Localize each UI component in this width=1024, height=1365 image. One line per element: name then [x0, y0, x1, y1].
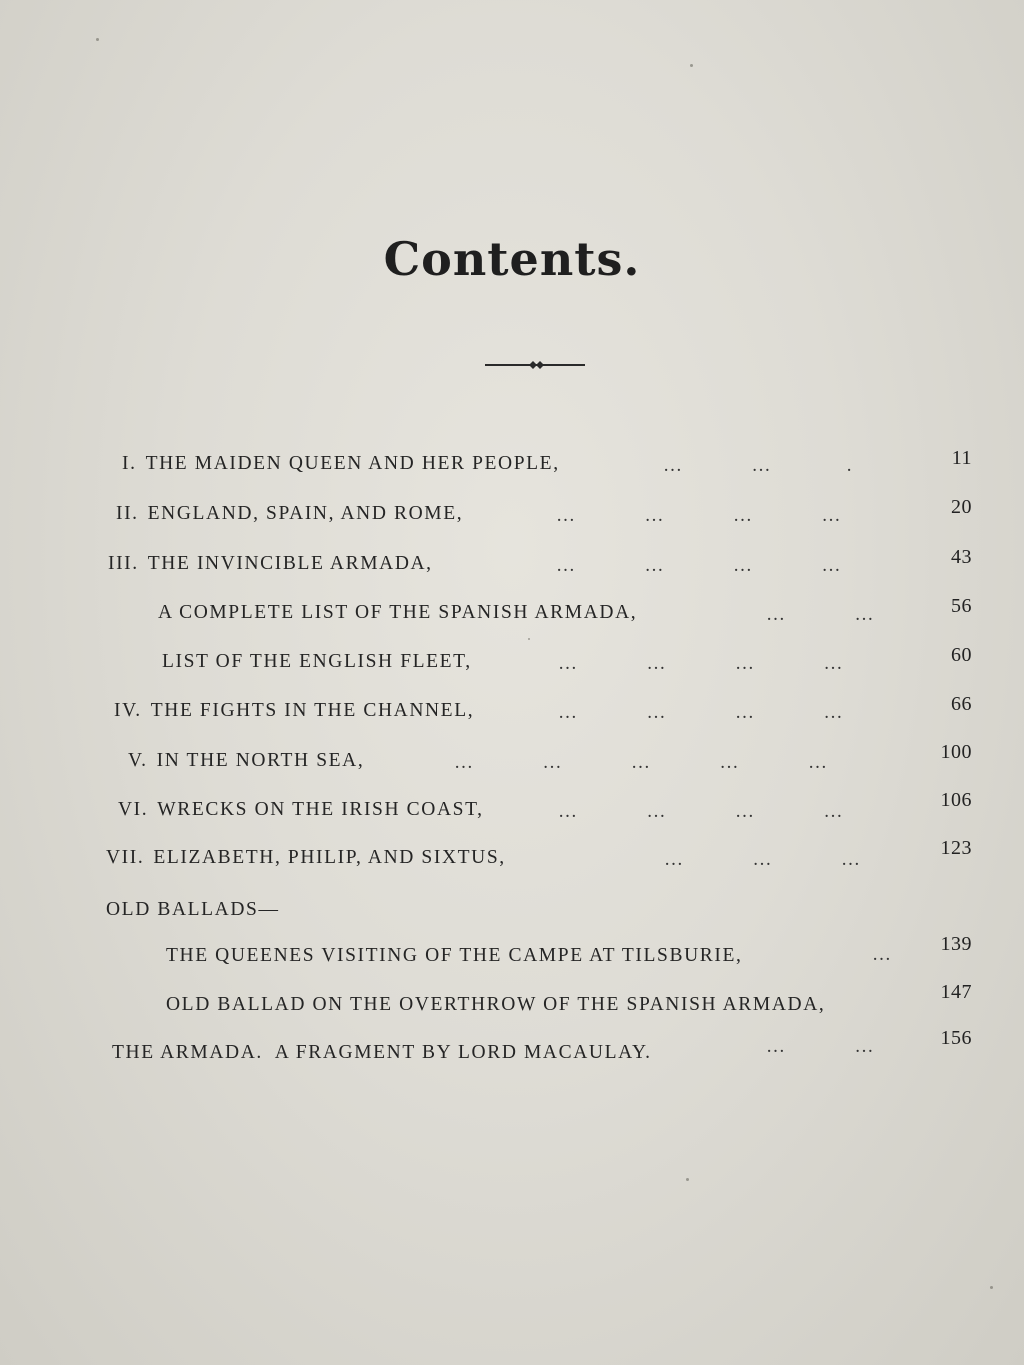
- leader-dots: …: [872, 944, 893, 965]
- chapter-title: WRECKS ON THE IRISH COAST,: [157, 799, 484, 820]
- page-number: 139: [940, 933, 972, 955]
- leader-dots: … …: [766, 604, 876, 625]
- page-number: 56: [951, 595, 972, 617]
- chapter-number: I.: [122, 453, 137, 474]
- section-title: A COMPLETE LIST OF THE SPANISH ARMADA,: [158, 602, 638, 623]
- paper-speck: [528, 638, 530, 640]
- toc-entry: [128, 750, 364, 780]
- paper-speck: [990, 1286, 993, 1289]
- section-title: OLD BALLAD ON THE OVERTHROW OF THE SPANISH ARMADA,: [166, 994, 826, 1015]
- page-title: Contents.: [383, 232, 641, 286]
- paper-speck: [96, 38, 99, 41]
- page-number: 147: [940, 981, 972, 1003]
- page-number: 106: [940, 789, 972, 811]
- leader-dots: … …: [766, 1036, 876, 1057]
- chapter-number: III.: [108, 553, 139, 574]
- chapter-title: THE FIGHTS IN THE CHANNEL,: [150, 700, 475, 721]
- section-title: LIST OF THE ENGLISH FLEET,: [162, 651, 472, 672]
- toc-entry: [158, 602, 637, 632]
- toc-entry: [114, 700, 474, 730]
- toc-entry: [162, 651, 472, 681]
- toc-entry: [112, 1042, 652, 1072]
- chapter-number: IV.: [114, 700, 142, 721]
- leader-dots: … … … …: [558, 653, 845, 674]
- toc-entry: [166, 994, 825, 1024]
- leader-dots: … … … … …: [454, 752, 829, 773]
- toc-entry: [116, 503, 463, 533]
- section-heading: OLD BALLADS—: [106, 899, 280, 920]
- leader-dots: … … …: [664, 849, 862, 870]
- chapter-number: V.: [128, 750, 148, 771]
- chapter-title: ELIZABETH, PHILIP, AND SIXTUS,: [153, 847, 506, 868]
- paper-speck: [690, 64, 693, 67]
- toc-entry: [118, 799, 484, 829]
- page-number: 66: [951, 693, 972, 715]
- toc-entry: [166, 945, 742, 975]
- page-number: 11: [951, 447, 972, 469]
- toc-entry: [106, 847, 506, 877]
- page-number: 100: [940, 741, 972, 763]
- chapter-number: VI.: [118, 799, 149, 820]
- leader-dots: … … .: [663, 455, 854, 476]
- page-number: 123: [940, 837, 972, 859]
- leader-dots: … … … …: [556, 555, 843, 576]
- chapter-title: IN THE NORTH SEA,: [156, 750, 365, 771]
- leader-dots: … … … …: [558, 702, 845, 723]
- chapter-number: II.: [116, 503, 139, 524]
- chapter-number: VII.: [106, 847, 145, 868]
- toc-section-heading: [106, 899, 280, 929]
- leader-dots: … … … …: [556, 505, 843, 526]
- section-title: THE ARMADA. A FRAGMENT BY LORD MACAULAY.: [112, 1042, 652, 1063]
- toc-entry: [122, 453, 560, 483]
- chapter-title: THE MAIDEN QUEEN AND HER PEOPLE,: [145, 453, 560, 474]
- page-number: 43: [951, 546, 972, 568]
- chapter-title: THE INVINCIBLE ARMADA,: [147, 553, 433, 574]
- page-number: 156: [940, 1027, 972, 1049]
- page-number: 20: [951, 496, 972, 518]
- page-number: 60: [951, 644, 972, 666]
- chapter-title: ENGLAND, SPAIN, AND ROME,: [147, 503, 464, 524]
- paper-speck: [686, 1178, 689, 1181]
- leader-dots: … … … …: [558, 801, 845, 822]
- section-title: THE QUEENES VISITING OF THE CAMPE AT TILSBURIE,: [166, 945, 743, 966]
- toc-entry: [108, 553, 433, 583]
- ornament-divider-icon: [485, 358, 585, 372]
